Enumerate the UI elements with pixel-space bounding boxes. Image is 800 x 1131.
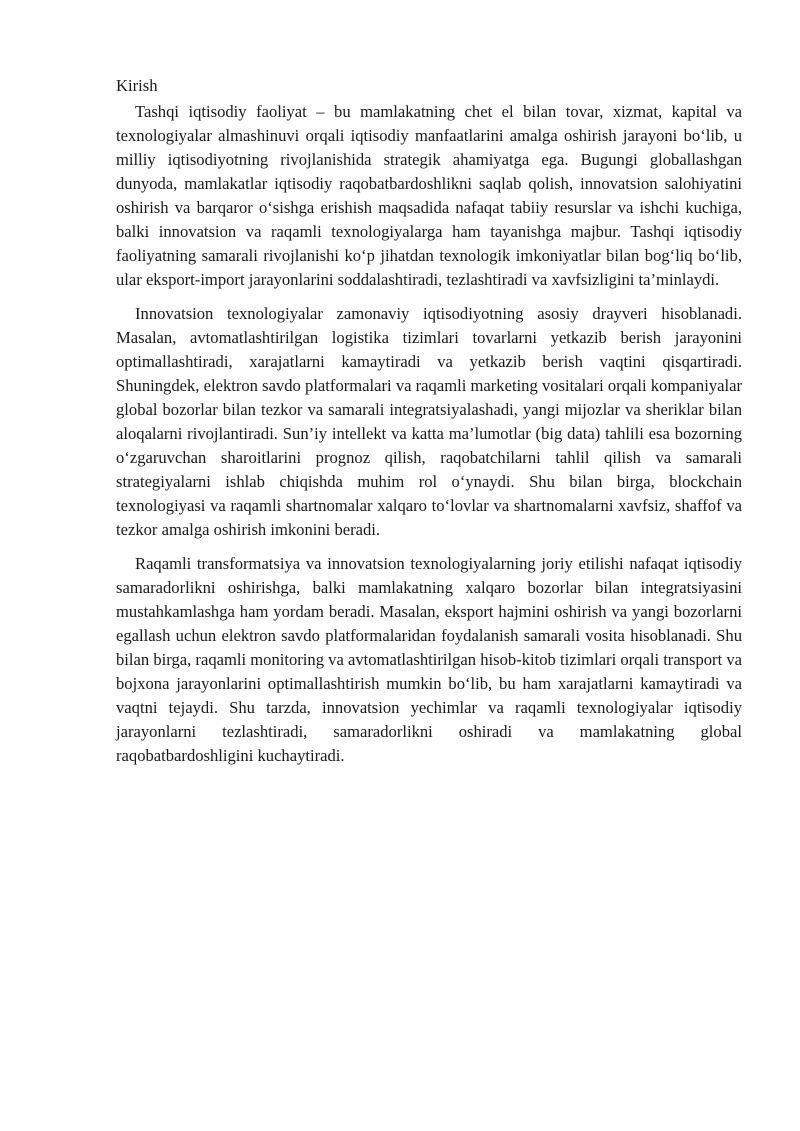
paragraph-3: Raqamli transformatsiya va innovatsion texnologiyalarning joriy etilishi nafaqat iqtisodiy samaradorlikni oshirishga, balki mamlakatning xalqaro bozorlar bilan integratsiyasini mustahkamlashga ham yordam beradi. Masalan, eksport hajmini oshirish va yangi bozorlarni egallash uchun elektron savdo platformalaridan foydalanish samarali vosita hisoblanadi. Shu bilan birga, raqamli monitoring va avtomatlashtirilgan hisob-kitob tizimlari orqali transport va bojxona jarayonlarini optimallashtirish mumkin bo‘lib, bu ham xarajatlarni kamaytiradi va vaqtni tejaydi. Shu tarzda, innovatsion yechimlar va raqamli texnologiyalar iqtisodiy jarayonlarni tezlashtiradi, samaradorlikni oshiradi va mamlakatning global raqobatbardoshligini kuchaytiradi. [116, 554, 742, 765]
section-heading: Kirish [116, 76, 158, 95]
paragraph-1: Tashqi iqtisodiy faoliyat – bu mamlakatning chet el bilan tovar, xizmat, kapital va texnologiyalar almashinuvi orqali iqtisodiy manfaatlarini amalga oshirish jarayoni bo‘lib, u milliy iqtisodiyotning rivojlanishida strategik ahamiyatga ega. Bugungi globallashgan dunyoda, mamlakatlar iqtisodiy raqobatbardoshlikni saqlab qolish, innovatsion salohiyatini oshirish va barqaror o‘sishga erishish maqsadida nafaqat tabiiy resurslar va ishchi kuchiga, balki innovatsion va raqamli texnologiyalarga ham tayanishga majbur. Tashqi iqtisodiy faoliyatning samarali rivojlanishi ko‘p jihatdan texnologik imkoniyatlar bilan bog‘liq bo‘lib, ular eksport-import jarayonlarini soddalashtiradi, tezlashtiradi va xavfsizligini ta’minlaydi. [116, 102, 742, 289]
document-body [116, 74, 742, 768]
paragraph-2: Innovatsion texnologiyalar zamonaviy iqtisodiyotning asosiy drayveri hisoblanadi. Masalan, avtomatlashtirilgan logistika tizimlari tovarlarni yetkazib berish jarayonini optimallashtiradi, xarajatlarni kamaytiradi va yetkazib berish vaqtini qisqartiradi. Shuningdek, elektron savdo platformalari va raqamli marketing vositalari orqali kompaniyalar global bozorlar bilan tezkor va samarali integratsiyalashadi, yangi mijozlar va sheriklar bilan aloqalarni rivojlantiradi. Sun’iy intellekt va katta ma’lumotlar (big data) tahlili esa bozorning o‘zgaruvchan sharoitlarini prognoz qilish, raqobatchilarni tahlil qilish va samarali strategiyalarni ishlab chiqishda muhim rol o‘ynaydi. Shu bilan birga, blockchain texnologiyasi va raqamli shartnomalar xalqaro to‘lovlar va shartnomalarni xavfsiz, shaffof va tezkor amalga oshirish imkonini beradi. [116, 304, 742, 539]
